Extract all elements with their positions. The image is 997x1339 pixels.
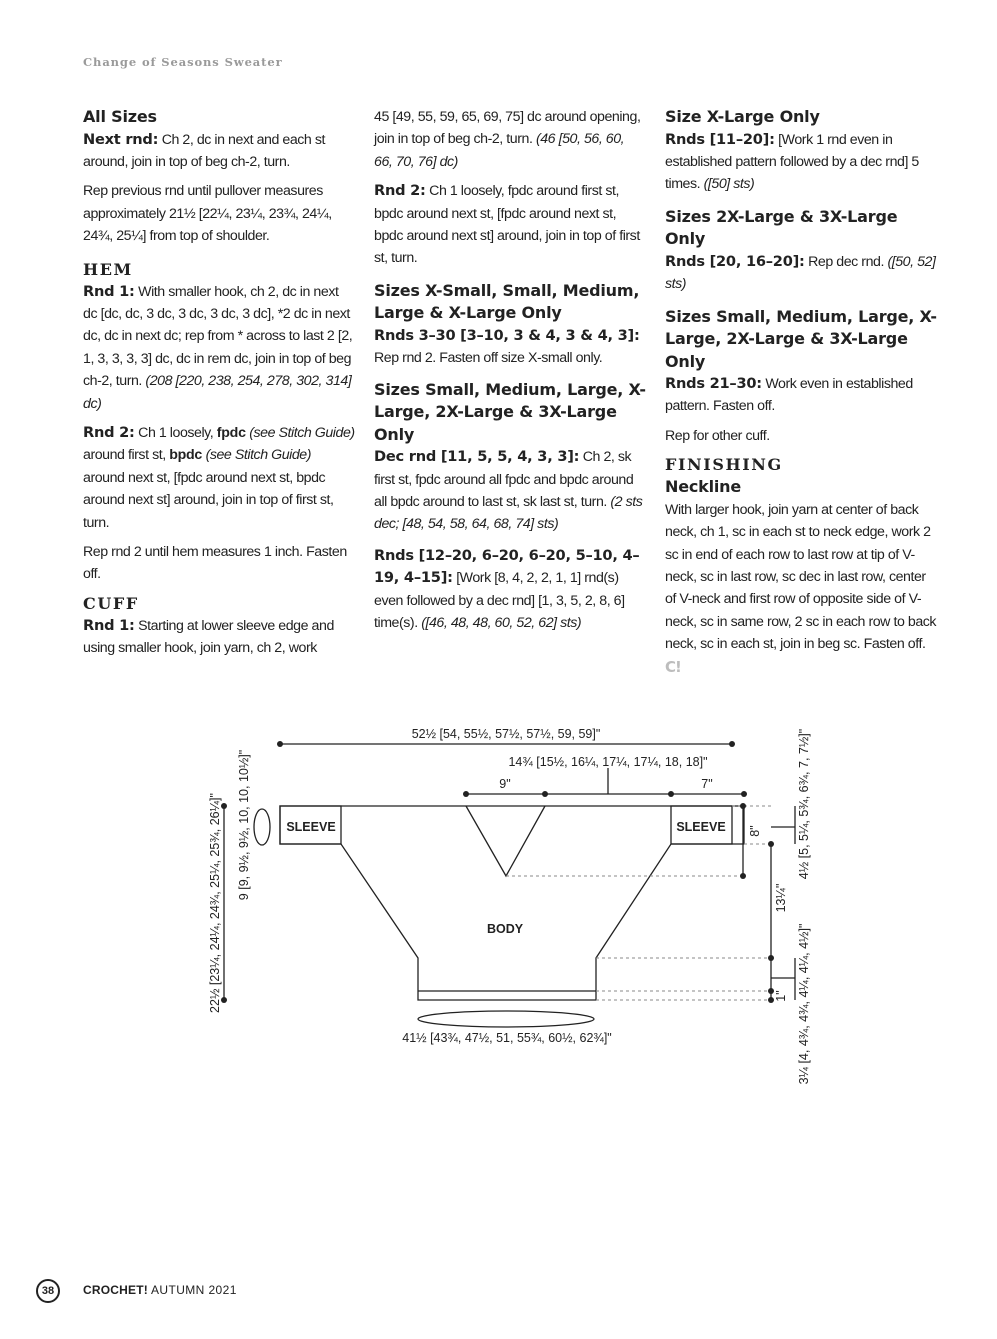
cuff-circ-label: 9 [9, 9½, 9½, 10, 10, 10½]" bbox=[237, 749, 251, 901]
dot bbox=[740, 873, 746, 879]
column-1 bbox=[83, 106, 355, 667]
dec-rnd-paragraph bbox=[374, 446, 646, 536]
neckline-text: With larger hook, join yarn at center of back neck, ch 1, sc in each st to neck edge, work 2 sc in end of each row to last row at tip of V-neck, sc in last row, sc dec in last row, center of V-neck and first row of opposite side of V-neck, sc in same row, 2 sc in each row to back neck, sc in each st, join in beg sc. Fasten off. bbox=[665, 501, 937, 653]
hem-rnd2-label: Rnd 2: bbox=[83, 423, 135, 441]
hem-rnd2-text-1: Ch 1 loosely, bbox=[134, 424, 217, 441]
next-rnd-paragraph bbox=[83, 129, 355, 174]
cuff-heading: CUFF bbox=[83, 593, 139, 613]
size-xl-text: [Work 1 rnd even in established pattern followed by a dec rnd] 5 times. bbox=[665, 131, 919, 193]
dot bbox=[768, 955, 774, 961]
neck-width-label: 14¾ [15½, 16¼, 17¼, 17¼, 18, 18]" bbox=[508, 755, 708, 769]
dot bbox=[729, 741, 735, 747]
hem-rnd1-paragraph bbox=[83, 281, 355, 415]
rnds-21-30-text: Work even in established pattern. Fasten off. bbox=[665, 376, 913, 415]
dec-rnd-label: Dec rnd [11, 5, 5, 4, 3, 3]: bbox=[374, 448, 580, 466]
sizes-2xl-3xl-count: ([50, 52] sts) bbox=[665, 253, 936, 293]
end-mark-logo: C! bbox=[665, 657, 681, 676]
magazine-name: CROCHET! bbox=[83, 1283, 148, 1297]
v-neck-outline bbox=[466, 806, 545, 876]
bottom-width-label: 41½ [43¾, 47½, 51, 55¾, 60½, 62¾]" bbox=[402, 1031, 612, 1045]
other-cuff-paragraph: Rep for other cuff. bbox=[665, 427, 770, 444]
rnds-21-30-paragraph bbox=[665, 373, 940, 418]
body-outline bbox=[280, 806, 744, 1000]
cuff-rnd2-label: Rnd 2: bbox=[374, 182, 426, 200]
hem-rnd1-label: Rnd 1: bbox=[83, 282, 135, 300]
body-depth-label: 13¼" bbox=[774, 883, 788, 913]
right-7-label: 7" bbox=[701, 777, 713, 791]
cuff-rnd1-text: Starting at lower sleeve edge and using smaller hook, join yarn, ch 2, work bbox=[83, 617, 334, 657]
left-9-label: 9" bbox=[499, 777, 511, 791]
finishing-heading: FINISHING bbox=[665, 455, 783, 475]
dec-rnd-count: (2 sts dec; [48, 54, 58, 64, 68, 74] sts) bbox=[374, 493, 643, 533]
hem-depth-label: 1" bbox=[774, 990, 788, 1002]
cuff-rnd1-paragraph bbox=[83, 615, 355, 660]
running-head: Change of Seasons Sweater bbox=[83, 55, 283, 69]
cuff-rnd2-text: Ch 1 loosely, fpdc around first st, bpdc around next st, [fpdc around next st, bpdc around next st] around, join in top of first st, turn. bbox=[374, 183, 640, 267]
cuff-rnd2-paragraph bbox=[374, 180, 646, 270]
cuff-continued-count: (46 [50, 56, 60, 66, 70, 76] dc) bbox=[374, 131, 625, 170]
sizes-s-to-3xl-heading: Sizes Small, Medium, Large, X-Large, 2X-Large & 3X-Large Only bbox=[374, 379, 646, 444]
right-bottom-label: 3¼ [4, 4¾, 4¾, 4¼, 4¼, 4½]" bbox=[797, 923, 811, 1085]
body-label: BODY bbox=[486, 922, 524, 936]
cuff-rnd1-label: Rnd 1: bbox=[83, 616, 135, 634]
rnds-12-20-label: Rnds [12–20, 6–20, 6–20, 5–10, 4–19, 4–15]: bbox=[374, 546, 640, 587]
next-rnd-text: Ch 2, dc in next and each st around, join in top of beg ch-2, turn. bbox=[83, 131, 325, 170]
sleeve-right-label: SLEEVE bbox=[676, 820, 726, 834]
hem-rnd2-paragraph bbox=[83, 422, 355, 534]
dot bbox=[277, 741, 283, 747]
fpdc-term: fpdc bbox=[216, 424, 246, 441]
bpdc-term: bpdc bbox=[169, 447, 203, 464]
all-sizes-heading: All Sizes bbox=[83, 107, 157, 126]
sizes-2xl-3xl-label: Rnds [20, 16–20]: bbox=[665, 252, 805, 270]
stitch-guide-ref-1: (see Stitch Guide) bbox=[245, 424, 355, 441]
rnds-3-30-text: Rep rnd 2. Fasten off size X-small only. bbox=[374, 350, 603, 367]
top-width-label: 52½ [54, 55½, 57½, 57½, 59, 59]" bbox=[411, 727, 601, 741]
hem-repeat-paragraph: Rep rnd 2 until hem measures 1 inch. Fasten off. bbox=[83, 544, 347, 583]
issue-label: AUTUMN 2021 bbox=[147, 1283, 237, 1297]
hem-rnd1-text: With smaller hook, ch 2, dc in next dc [dc, dc, 3 dc, 3 dc, 3 dc, 3 dc], *2 dc in next dc, dc in next dc; rep from * across to last 2 [2, 1, 3, 3, 3, 3] dc, dc in rem dc, join in top of beg ch-2, turn. bbox=[83, 283, 353, 390]
dot bbox=[740, 803, 746, 809]
size-xl-label: Rnds [11–20]: bbox=[665, 130, 775, 148]
column-2 bbox=[374, 106, 646, 641]
sizes-s-to-3xl-heading-2: Sizes Small, Medium, Large, X-Large, 2X-Large & 3X-Large Only bbox=[665, 306, 937, 371]
bottom-oval bbox=[418, 1011, 594, 1027]
sizes-xs-to-xl-heading: Sizes X-Small, Small, Medium, Large & X-Large Only bbox=[374, 280, 640, 323]
rnds-12-20-paragraph bbox=[374, 545, 646, 635]
neckline-heading: Neckline bbox=[665, 477, 741, 497]
footer bbox=[83, 1283, 237, 1297]
hem-rnd2-text-3: around next st, [fpdc around next st, bpdc around next st] around, join in top of first st, turn. bbox=[83, 469, 334, 531]
sizes-2xl-3xl-text: Rep dec rnd. bbox=[804, 253, 888, 270]
dot bbox=[668, 791, 674, 797]
sizes-2xl-3xl-heading: Sizes 2X-Large & 3X-Large Only bbox=[665, 206, 898, 249]
rnds-21-30-label: Rnds 21–30: bbox=[665, 375, 762, 393]
sizes-xs-to-xl-paragraph bbox=[374, 325, 646, 370]
next-rnd-label: Next rnd: bbox=[83, 130, 159, 148]
sleeve-left-label: SLEEVE bbox=[286, 820, 336, 834]
left-length-label: 22½ [23¼, 24¼, 24¾, 25¼, 25¾, 26¼]" bbox=[208, 793, 222, 1013]
repeat-paragraph: Rep previous rnd until pullover measures approximately 21½ [22¼, 23¼, 23¾, 24¼, 24¾, 25¼] from top of shoulder. bbox=[83, 183, 332, 245]
dot bbox=[463, 791, 469, 797]
cuff-continued-paragraph bbox=[374, 106, 646, 173]
hem-rnd2-text-2: around first st, bbox=[83, 447, 170, 464]
dot bbox=[741, 791, 747, 797]
sizes-2xl-3xl-paragraph bbox=[665, 251, 940, 296]
dot bbox=[768, 841, 774, 847]
neckline-paragraph bbox=[665, 499, 940, 679]
hem-heading: HEM bbox=[83, 259, 133, 279]
cuff-continued-text: 45 [49, 55, 59, 65, 69, 75] dc around opening, join in top of beg ch-2, turn. bbox=[374, 109, 641, 148]
neck-depth-label: 8" bbox=[748, 825, 762, 837]
dot bbox=[542, 791, 548, 797]
stitch-guide-ref-2: (see Stitch Guide) bbox=[202, 447, 312, 464]
size-xl-paragraph bbox=[665, 129, 940, 196]
sweater-schematic bbox=[0, 700, 997, 1100]
rnds-3-30-label: Rnds 3–30 [3–10, 3 & 4, 3 & 4, 3]: bbox=[374, 326, 640, 344]
dec-rnd-text: Ch 2, sk first st, fpdc around all fpdc and bpdc around all bpdc around to last st, sk last st, turn. bbox=[374, 449, 634, 510]
hem-rnd1-count: (208 [220, 238, 254, 278, 302, 314] dc) bbox=[83, 373, 352, 412]
rnds-12-20-count: ([46, 48, 48, 60, 52, 62] sts) bbox=[421, 615, 582, 631]
rnds-12-20-text: [Work [8, 4, 2, 2, 1, 1] rnd(s) even followed by a dec rnd] [1, 3, 5, 2, 8, 6] time(s). bbox=[374, 570, 625, 631]
cuff-oval bbox=[254, 809, 270, 845]
size-xl-count: ([50] sts) bbox=[703, 176, 755, 193]
page-number-badge: 38 bbox=[36, 1279, 60, 1303]
column-3 bbox=[665, 106, 940, 686]
right-top-label: 4½ [5, 5¼, 5¾, 6¾, 7, 7½]" bbox=[797, 728, 811, 880]
size-xl-heading: Size X-Large Only bbox=[665, 107, 820, 126]
